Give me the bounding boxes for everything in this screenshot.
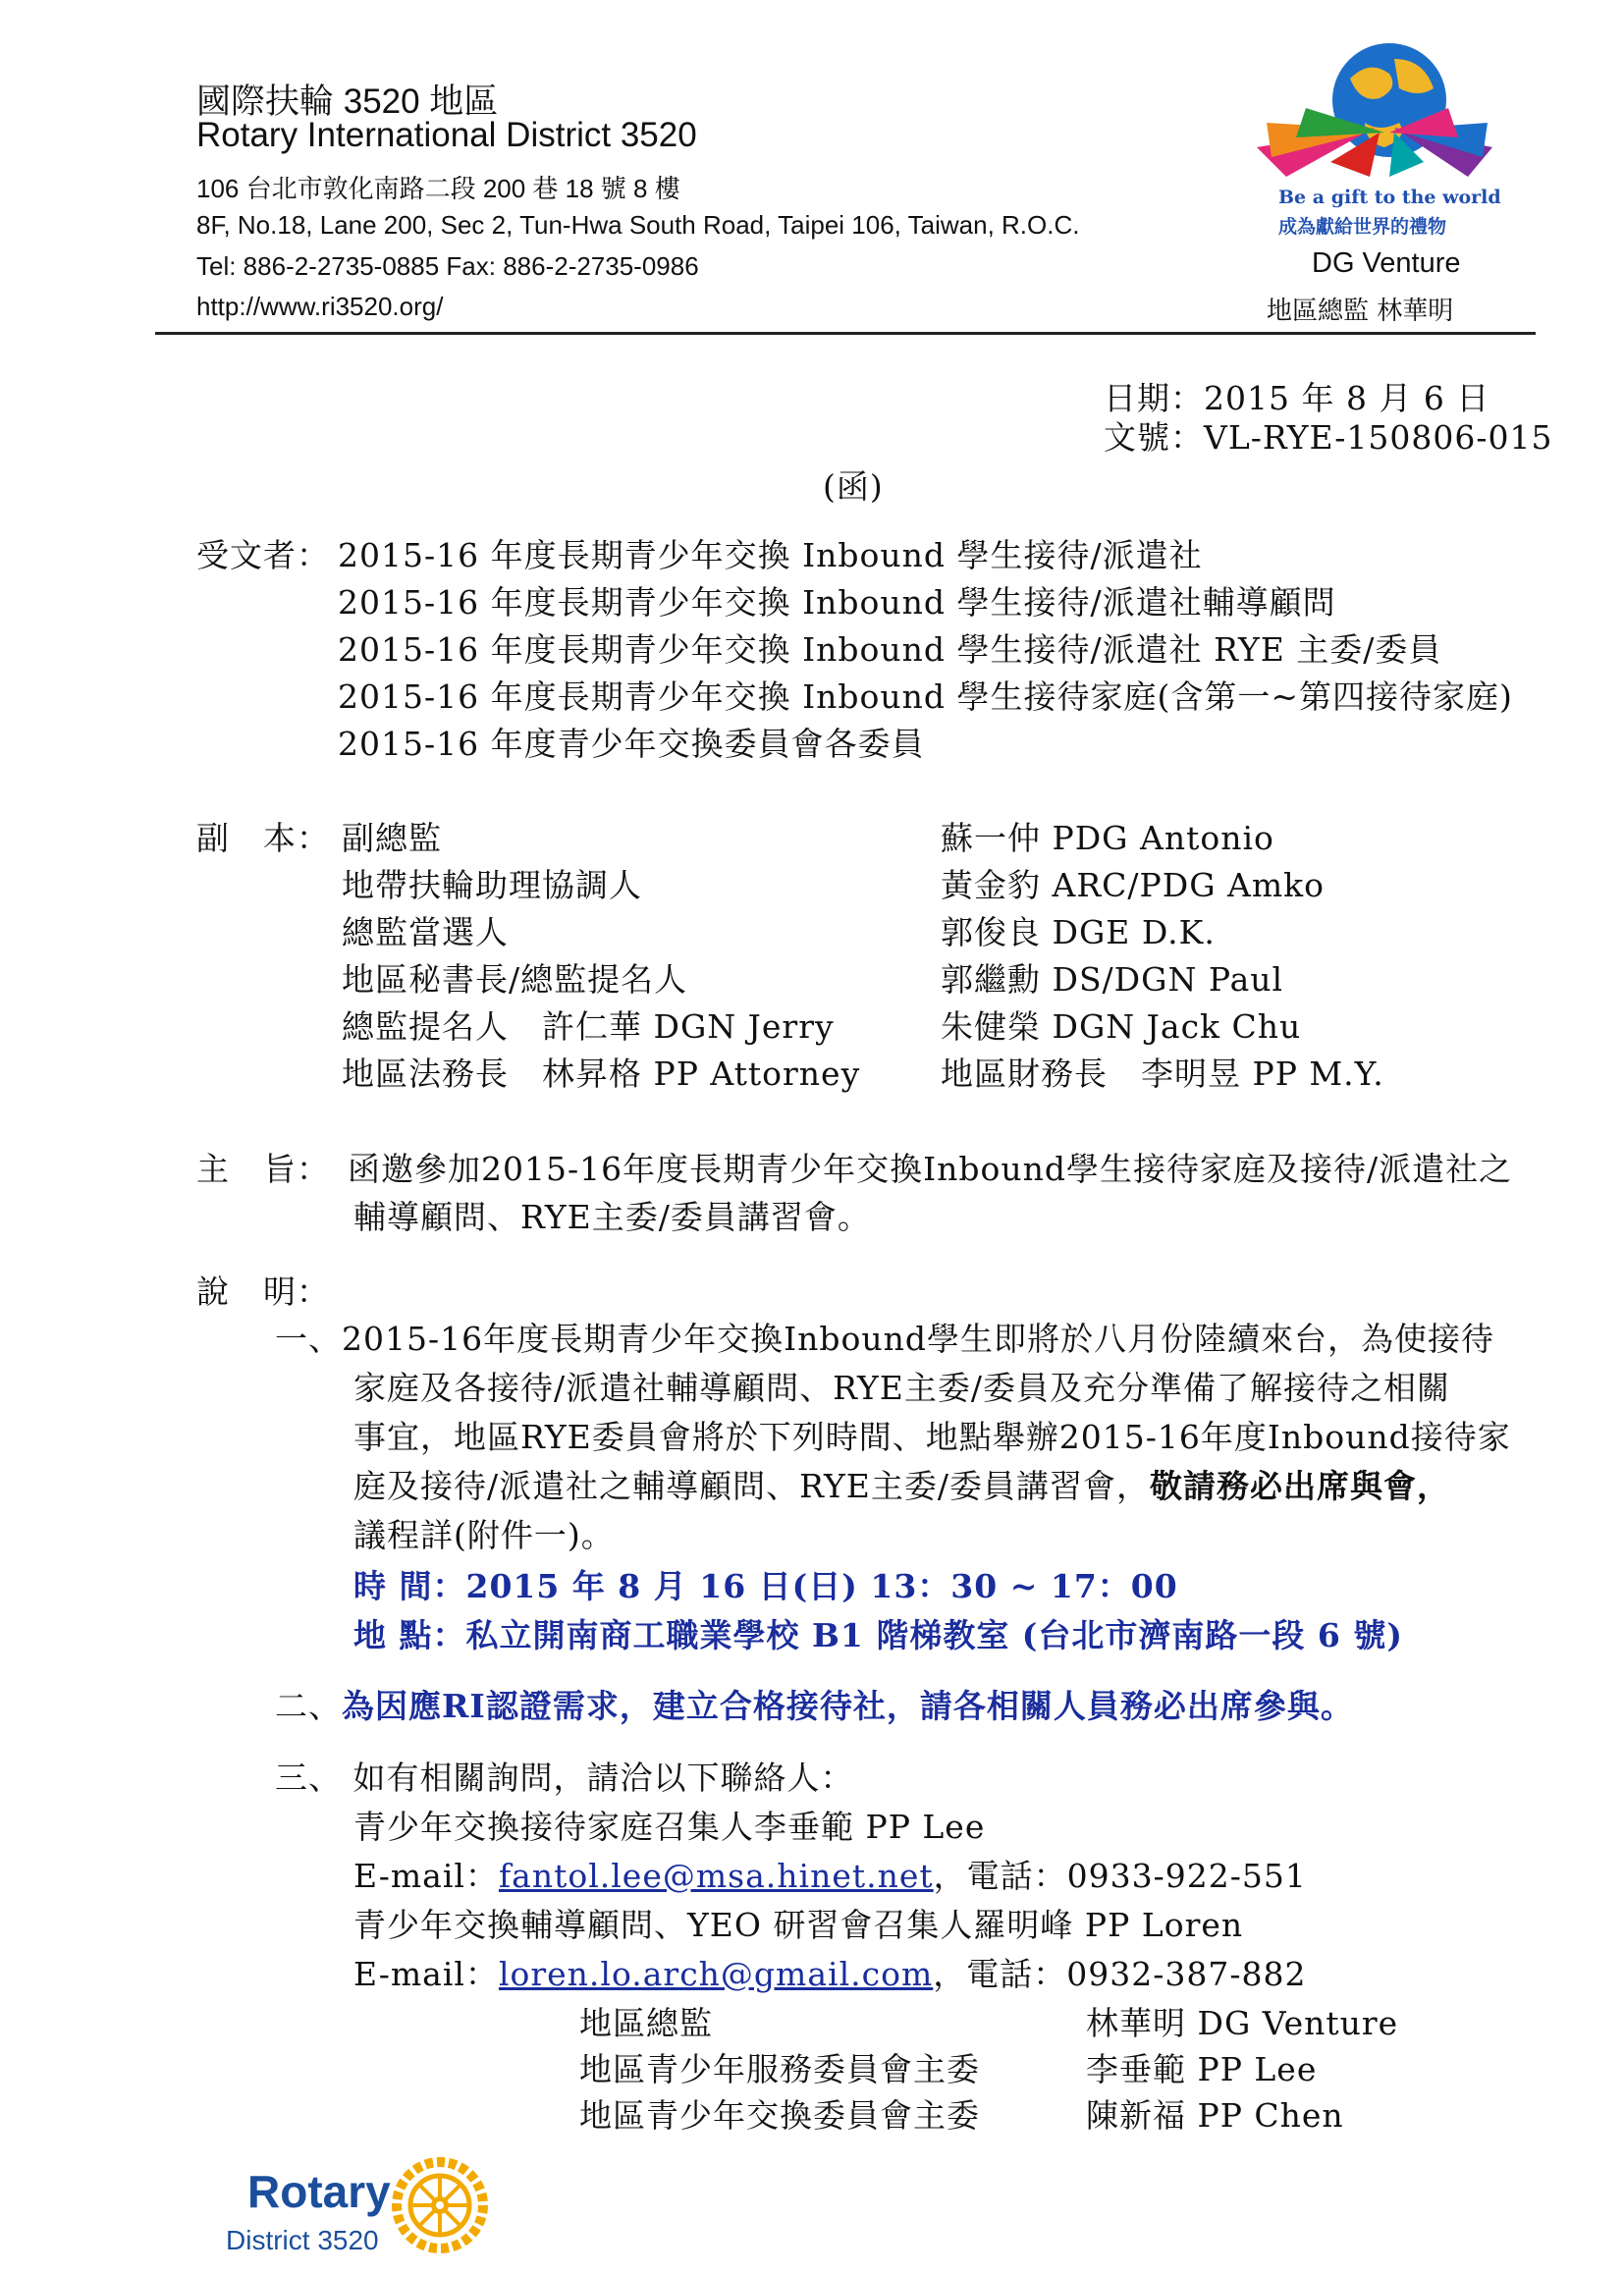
- letter-type: (函): [823, 467, 884, 506]
- event-time: 時 間：2015 年 8 月 16 日(日) 13：30 ~ 17：00: [353, 1567, 1178, 1605]
- recipient-line: 2015-16 年度長期青少年交換 Inbound 學生接待家庭(含第一~第四接待家庭): [338, 677, 1513, 716]
- item2-prefix: 二、: [275, 1687, 342, 1725]
- email-label: E-mail：: [353, 1955, 499, 1993]
- recipients-label: 受文者：: [196, 536, 330, 574]
- signature-name: 陳新福 PP Chen: [1086, 2096, 1344, 2135]
- copy-right: 郭俊良 DGE D.K.: [941, 913, 1216, 951]
- org-name-zh: 國際扶輪 3520 地區: [196, 82, 499, 121]
- copy-right: 黃金豹 ARC/PDG Amko: [941, 866, 1326, 904]
- copy-left: 地區法務長 林昇格 PP Attorney: [342, 1055, 861, 1093]
- letter-date: 日期：2015 年 8 月 6 日: [1104, 379, 1490, 417]
- copy-right: 郭繼勳 DS/DGN Paul: [941, 960, 1284, 999]
- rotary-wordmark: Rotary: [247, 2166, 391, 2217]
- theme-logo-icon: [1247, 39, 1502, 196]
- rotary-wheel-icon: [391, 2156, 489, 2254]
- explanation-line: [353, 1461, 1450, 1507]
- recipient-line: 2015-16 年度長期青少年交換 Inbound 學生接待/派遣社: [338, 536, 1203, 574]
- subject-line: 輔導顧問、RYE主委/委員講習會。: [353, 1198, 871, 1236]
- explanation-line: 一、2015-16年度長期青少年交換Inbound學生即將於八月份陸續來台，為使接待: [275, 1320, 1495, 1358]
- copy-left: 總監提名人 許仁華 DGN Jerry: [342, 1007, 835, 1046]
- copy-right: 蘇一仲 PDG Antonio: [941, 819, 1274, 857]
- theme-logo: [1247, 39, 1502, 196]
- copy-right: 地區財務長 李明昱 PP M.Y.: [941, 1055, 1384, 1093]
- email-link[interactable]: fantol.lee@msa.hinet.net: [498, 1857, 934, 1895]
- header-divider: [155, 332, 1536, 335]
- email-link[interactable]: loren.lo.arch@gmail.com: [498, 1955, 934, 1993]
- item3-line: 三、 如有相關詢問，請洽以下聯絡人：: [275, 1759, 854, 1797]
- contact-email-line: [353, 1949, 1307, 1995]
- contact-name: 青少年交換接待家庭召集人李垂範 PP Lee: [353, 1808, 986, 1846]
- address-en: 8F, No.18, Lane 200, Sec 2, Tun-Hwa South Road, Taipei 106, Taiwan, R.O.C.: [196, 210, 1080, 240]
- signature-title: 地區青少年服務委員會主委: [579, 2050, 980, 2088]
- recipient-line: 2015-16 年度青少年交換委員會各委員: [338, 725, 925, 763]
- item2-line: [275, 1681, 1354, 1727]
- recipient-line: 2015-16 年度長期青少年交換 Inbound 學生接待/派遣社輔導顧問: [338, 583, 1336, 622]
- rotary-district: District 3520: [226, 2225, 379, 2255]
- phone-text: ，電話：0932-387-882: [933, 1955, 1307, 1993]
- website[interactable]: http://www.ri3520.org/: [196, 292, 444, 321]
- copies-label: 副 本：: [196, 819, 330, 857]
- theme-en: Be a gift to the world: [1278, 187, 1501, 208]
- explanation-label: 說 明：: [196, 1272, 330, 1311]
- tel-fax: Tel: 886-2-2735-0885 Fax: 886-2-2735-0986: [196, 251, 699, 281]
- doc-number: 文號：VL-RYE-150806-015: [1104, 418, 1553, 457]
- contact-email-line: [353, 1851, 1307, 1897]
- explanation-line: 事宜，地區RYE委員會將於下列時間、地點舉辦2015-16年度Inbound接待家: [353, 1418, 1511, 1456]
- recipient-line: 2015-16 年度長期青少年交換 Inbound 學生接待/派遣社 RYE 主委/委員: [338, 630, 1442, 669]
- subject-line: 函邀參加2015-16年度長期青少年交換Inbound學生接待家庭及接待/派遣社之: [348, 1150, 1513, 1188]
- emphasis-text: 敬請務必出席與會，: [1149, 1467, 1450, 1505]
- contact-name: 青少年交換輔導顧問、YEO 研習會召集人羅明峰 PP Loren: [353, 1906, 1244, 1944]
- phone-text: ，電話：0933-922-551: [933, 1857, 1307, 1895]
- explanation-line: 家庭及各接待/派遣社輔導顧問、RYE主委/委員及充分準備了解接待之相關: [353, 1369, 1450, 1407]
- governor-en: DG Venture: [1312, 247, 1461, 279]
- copy-left: 地區秘書長/總監提名人: [342, 960, 688, 999]
- explanation-line: 議程詳(附件一)。: [353, 1516, 615, 1554]
- copy-left: 總監當選人: [342, 913, 509, 951]
- copy-left: 地帶扶輪助理協調人: [342, 866, 642, 904]
- address-zh: 106 台北市敦化南路二段 200 巷 18 號 8 樓: [196, 174, 680, 203]
- signature-name: 李垂範 PP Lee: [1086, 2050, 1318, 2088]
- explanation-text: 庭及接待/派遣社之輔導顧問、RYE主委/委員講習會，: [353, 1467, 1150, 1505]
- signature-title: 地區青少年交換委員會主委: [579, 2096, 980, 2135]
- signature-name: 林華明 DG Venture: [1086, 2004, 1399, 2042]
- signature-title: 地區總監: [579, 2004, 713, 2042]
- governor-zh: 地區總監 林華明: [1267, 297, 1454, 326]
- copy-right: 朱健榮 DGN Jack Chu: [941, 1007, 1302, 1046]
- item2-text: 為因應RI認證需求，建立合格接待社，請各相關人員務必出席參與。: [342, 1687, 1354, 1725]
- theme-zh: 成為獻給世界的禮物: [1278, 216, 1447, 238]
- event-place: 地 點：私立開南商工職業學校 B1 階梯教室 (台北市濟南路一段 6 號): [353, 1616, 1403, 1654]
- email-label: E-mail：: [353, 1857, 499, 1895]
- org-name-en: Rotary International District 3520: [196, 116, 697, 154]
- copy-left: 副總監: [342, 819, 442, 857]
- subject-label: 主 旨：: [196, 1150, 330, 1188]
